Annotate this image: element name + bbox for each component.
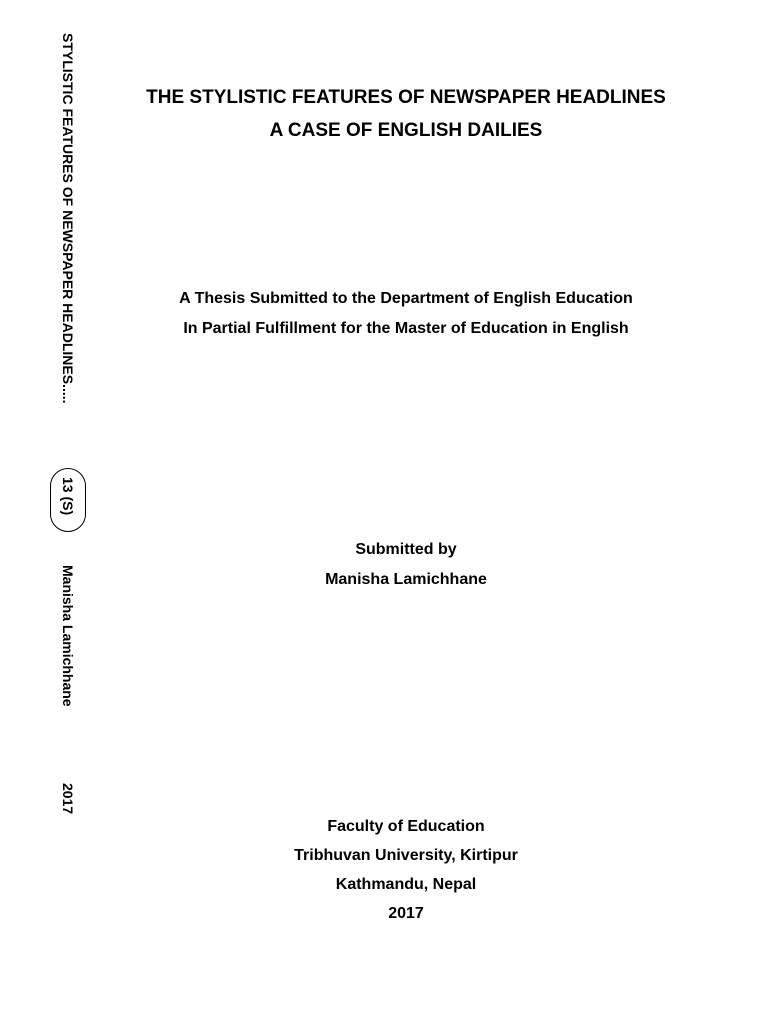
thesis-description-line-2: In Partial Fulfillment for the Master of Education in English — [183, 320, 629, 337]
faculty-name: Faculty of Education — [327, 818, 485, 835]
submission-year: 2017 — [388, 905, 424, 922]
spine-code-badge — [50, 468, 86, 532]
spine-title: STYLISTIC FEATURES OF NEWSPAPER HEADLINES..... — [60, 33, 76, 404]
thesis-description-line-1: A Thesis Submitted to the Department of English Education — [179, 290, 633, 307]
spine-code-text: 13 (S) — [60, 477, 76, 516]
author-name: Manisha Lamichhane — [325, 571, 487, 588]
submitted-by-label: Submitted by — [355, 541, 457, 558]
thesis-title-line-1: THE STYLISTIC FEATURES OF NEWSPAPER HEADLINES — [146, 87, 666, 108]
spine-year: 2017 — [60, 783, 76, 815]
spine-author: Manisha Lamichhane — [60, 565, 76, 707]
location: Kathmandu, Nepal — [335, 876, 477, 893]
university-name: Tribhuvan University, Kirtipur — [294, 847, 518, 864]
thesis-title-line-2: A CASE OF ENGLISH DAILIES — [269, 120, 543, 141]
